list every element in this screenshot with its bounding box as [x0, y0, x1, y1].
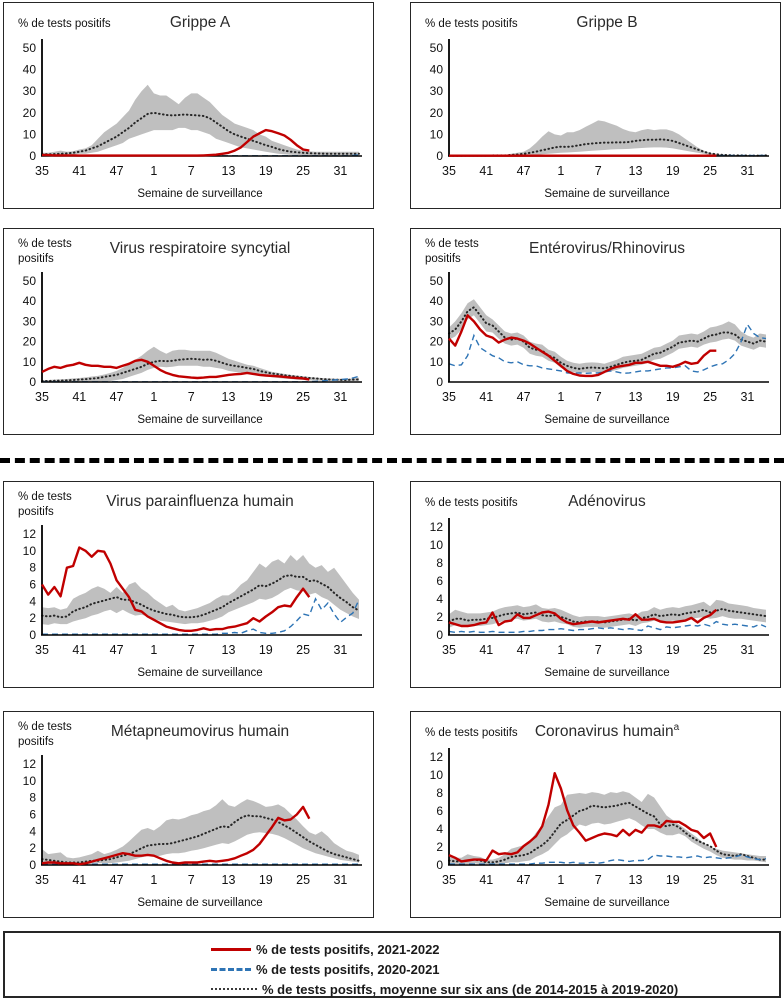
chart-row-4 — [0, 711, 784, 918]
chart-title: Métapneumovirus humain — [110, 723, 290, 740]
x-tick-label: 19 — [665, 873, 680, 887]
blue-dashed-line-icon — [211, 968, 251, 971]
y-axis-title: % de tests positifs — [425, 497, 518, 509]
y-tick-label: 4 — [436, 592, 443, 606]
chart-title: Virus respiratoire syncytial — [109, 240, 291, 257]
x-tick-label: 13 — [221, 873, 236, 887]
y-tick-label: 50 — [22, 41, 36, 55]
x-tick-label: 7 — [594, 164, 602, 178]
chart-svg — [4, 3, 373, 208]
legend-item-2021-2022 — [211, 939, 779, 959]
chart-enterovirus-rhinovirus — [410, 228, 781, 435]
x-tick-label: 25 — [703, 164, 718, 178]
x-tick-label: 35 — [442, 873, 456, 887]
mean-range-band — [42, 555, 359, 625]
y-tick-label: 6 — [436, 804, 443, 818]
legend-label-moyenne: % de tests positfs, moyenne sur six ans (de 2014-2015 à 2019-2020) — [262, 981, 679, 997]
x-tick-label: 41 — [72, 164, 87, 178]
chart-title: Entérovirus/Rhinovirus — [529, 240, 685, 257]
legend-item-moyenne — [211, 979, 779, 999]
x-tick-label: 41 — [479, 164, 494, 178]
y-tick-label: 20 — [22, 334, 36, 349]
y-axis-title: % de tests positifs — [18, 18, 111, 30]
chart-title: Coronavirus humain$^a$ — [534, 722, 680, 740]
x-tick-label: 35 — [35, 643, 49, 657]
legend-item-2020-2021 — [211, 959, 779, 979]
x-tick-label: 35 — [442, 643, 456, 657]
x-tick-label: 47 — [109, 164, 124, 178]
y-axis-title: % de tests positifs — [425, 18, 518, 30]
y-tick-label: 10 — [22, 543, 36, 558]
x-tick-label: 41 — [479, 390, 494, 404]
chart-virus-respiratoire-syncytial — [3, 228, 374, 435]
x-tick-label: 13 — [628, 390, 643, 404]
y-axis-title: positifs — [425, 253, 461, 265]
y-tick-label: 8 — [436, 786, 443, 800]
y-tick-label: 4 — [29, 824, 36, 839]
chart-svg — [411, 712, 780, 917]
legend — [3, 931, 781, 998]
y-tick-label: 6 — [436, 574, 443, 588]
x-tick-label: 47 — [109, 873, 124, 887]
y-tick-label: 10 — [22, 127, 36, 142]
legend-label-2021-2022: % de tests positifs, 2021-2022 — [256, 941, 440, 957]
chart-svg — [4, 482, 373, 687]
x-tick-label: 35 — [35, 873, 49, 887]
x-tick-label: 31 — [333, 390, 348, 404]
y-tick-label: 10 — [22, 354, 36, 369]
x-tick-label: 1 — [557, 643, 565, 657]
x-tick-label: 7 — [187, 643, 195, 657]
chart-grippe-b — [410, 2, 781, 209]
y-tick-label: 20 — [22, 105, 36, 120]
y-tick-label: 6 — [29, 807, 36, 822]
y-tick-label: 10 — [429, 354, 443, 369]
chart-svg — [4, 229, 373, 434]
y-axis-title: % de tests — [18, 721, 72, 733]
y-tick-label: 40 — [429, 294, 443, 309]
chart-title: Virus parainfluenza humain — [106, 493, 294, 510]
y-axis-title: positifs — [18, 253, 54, 265]
x-axis-title: Semaine de surveillance — [137, 897, 263, 909]
y-tick-label: 30 — [22, 314, 36, 329]
x-tick-label: 41 — [479, 643, 494, 657]
x-tick-label: 19 — [258, 164, 273, 178]
y-tick-label: 10 — [429, 127, 443, 142]
y-tick-label: 8 — [29, 790, 36, 805]
y-tick-label: 40 — [22, 62, 36, 77]
x-axis-title: Semaine de surveillance — [544, 897, 670, 909]
y-tick-label: 50 — [22, 274, 36, 288]
y-tick-label: 0 — [436, 149, 443, 163]
y-tick-label: 50 — [429, 41, 443, 55]
x-tick-label: 35 — [35, 390, 49, 404]
x-tick-label: 7 — [594, 643, 602, 657]
y-tick-label: 4 — [29, 594, 36, 609]
y-tick-label: 12 — [22, 757, 36, 771]
x-tick-label: 19 — [665, 390, 680, 404]
chart-svg — [4, 712, 373, 917]
x-tick-label: 25 — [703, 873, 718, 887]
chart-title: Grippe A — [169, 14, 231, 31]
y-tick-label: 8 — [29, 560, 36, 575]
mean-range-band — [42, 85, 359, 156]
mean-range-band — [449, 120, 766, 156]
y-tick-label: 2 — [29, 611, 36, 626]
x-tick-label: 7 — [594, 390, 602, 404]
y-tick-label: 12 — [429, 750, 443, 764]
y-tick-label: 40 — [22, 294, 36, 309]
x-tick-label: 35 — [442, 164, 456, 178]
y-tick-label: 0 — [29, 375, 36, 389]
x-tick-label: 1 — [150, 873, 158, 887]
x-axis-title: Semaine de surveillance — [137, 667, 263, 679]
y-tick-label: 30 — [22, 84, 36, 99]
mean-range-band — [42, 799, 359, 864]
x-axis-title: Semaine de surveillance — [544, 667, 670, 679]
x-tick-label: 25 — [296, 643, 311, 657]
season-divider-dashed-line — [0, 458, 784, 463]
x-tick-label: 7 — [594, 873, 602, 887]
x-tick-label: 19 — [258, 873, 273, 887]
x-tick-label: 25 — [703, 643, 718, 657]
chart-virus-parainfluenza-humain — [3, 481, 374, 688]
x-axis-title: Semaine de surveillance — [544, 188, 670, 200]
x-axis-title: Semaine de surveillance — [137, 414, 263, 426]
chart-row-3 — [0, 481, 784, 688]
x-tick-label: 47 — [109, 390, 124, 404]
x-tick-label: 31 — [740, 164, 755, 178]
y-tick-label: 12 — [22, 527, 36, 541]
y-tick-label: 0 — [436, 858, 443, 872]
x-tick-label: 47 — [516, 873, 531, 887]
chart-title: Grippe B — [576, 14, 638, 31]
x-tick-label: 1 — [557, 873, 565, 887]
y-tick-label: 0 — [29, 628, 36, 642]
x-tick-label: 31 — [333, 164, 348, 178]
mean-range-band — [449, 600, 766, 628]
chart-svg — [411, 482, 780, 687]
y-tick-label: 50 — [429, 274, 443, 288]
x-tick-label: 13 — [221, 164, 236, 178]
y-axis-title: % de tests — [18, 491, 72, 503]
y-tick-label: 0 — [436, 375, 443, 389]
chart-title: Adénovirus — [568, 493, 646, 510]
y-tick-label: 6 — [29, 577, 36, 592]
y-tick-label: 8 — [436, 556, 443, 570]
y-tick-label: 12 — [429, 520, 443, 534]
x-tick-label: 25 — [703, 390, 718, 404]
chart-adenovirus — [410, 481, 781, 688]
x-tick-label: 7 — [187, 164, 195, 178]
x-tick-label: 25 — [296, 390, 311, 404]
x-tick-label: 1 — [150, 643, 158, 657]
x-axis-title: Semaine de surveillance — [544, 414, 670, 426]
chart-grippe-a — [3, 2, 374, 209]
x-tick-label: 7 — [187, 873, 195, 887]
mean-range-band — [449, 299, 766, 373]
x-tick-label: 35 — [35, 164, 49, 178]
legend-label-2020-2021: % de tests positifs, 2020-2021 — [256, 961, 440, 977]
x-tick-label: 13 — [628, 873, 643, 887]
y-tick-label: 2 — [29, 841, 36, 856]
x-tick-label: 41 — [72, 873, 87, 887]
y-tick-label: 2 — [436, 840, 443, 854]
x-tick-label: 1 — [557, 164, 565, 178]
x-tick-label: 47 — [516, 390, 531, 404]
y-tick-label: 30 — [429, 314, 443, 329]
x-tick-label: 13 — [221, 390, 236, 404]
x-tick-label: 19 — [665, 643, 680, 657]
y-tick-label: 2 — [436, 610, 443, 624]
x-tick-label: 31 — [740, 643, 755, 657]
y-axis-title: positifs — [18, 736, 54, 748]
y-axis-title: positifs — [18, 506, 54, 518]
x-tick-label: 31 — [740, 390, 755, 404]
chart-svg — [411, 3, 780, 208]
chart-row-1 — [0, 2, 784, 209]
y-tick-label: 0 — [436, 628, 443, 642]
x-tick-label: 25 — [296, 873, 311, 887]
x-tick-label: 47 — [516, 643, 531, 657]
x-tick-label: 19 — [258, 643, 273, 657]
y-tick-label: 40 — [429, 62, 443, 77]
y-tick-label: 20 — [429, 105, 443, 120]
y-tick-label: 0 — [29, 149, 36, 163]
x-tick-label: 47 — [516, 164, 531, 178]
y-axis-title: % de tests positifs — [425, 727, 518, 739]
x-tick-label: 1 — [150, 390, 158, 404]
y-tick-label: 10 — [429, 768, 443, 782]
y-tick-label: 20 — [429, 334, 443, 349]
x-tick-label: 41 — [72, 643, 87, 657]
y-axis-title: % de tests — [18, 238, 72, 250]
x-tick-label: 41 — [72, 390, 87, 404]
y-tick-label: 0 — [29, 858, 36, 872]
y-tick-label: 4 — [436, 822, 443, 836]
x-tick-label: 1 — [557, 390, 565, 404]
x-axis-title: Semaine de surveillance — [137, 188, 263, 200]
y-axis-title: % de tests — [425, 238, 479, 250]
chart-coronavirus-humain — [410, 711, 781, 918]
x-tick-label: 19 — [665, 164, 680, 178]
x-tick-label: 47 — [109, 643, 124, 657]
y-tick-label: 10 — [22, 773, 36, 788]
x-tick-label: 19 — [258, 390, 273, 404]
x-tick-label: 7 — [187, 390, 195, 404]
x-tick-label: 31 — [740, 873, 755, 887]
x-tick-label: 13 — [221, 643, 236, 657]
black-dotted-line-icon — [211, 988, 257, 990]
y-tick-label: 10 — [429, 538, 443, 552]
x-tick-label: 13 — [628, 643, 643, 657]
x-tick-label: 25 — [296, 164, 311, 178]
chart-svg — [411, 229, 780, 434]
x-tick-label: 13 — [628, 164, 643, 178]
x-tick-label: 1 — [150, 164, 158, 178]
x-tick-label: 31 — [333, 873, 348, 887]
red-solid-line-icon — [211, 948, 251, 951]
chart-row-2 — [0, 228, 784, 435]
x-tick-label: 35 — [442, 390, 456, 404]
x-tick-label: 41 — [479, 873, 494, 887]
y-tick-label: 30 — [429, 84, 443, 99]
x-tick-label: 31 — [333, 643, 348, 657]
chart-metapneumovirus-humain — [3, 711, 374, 918]
